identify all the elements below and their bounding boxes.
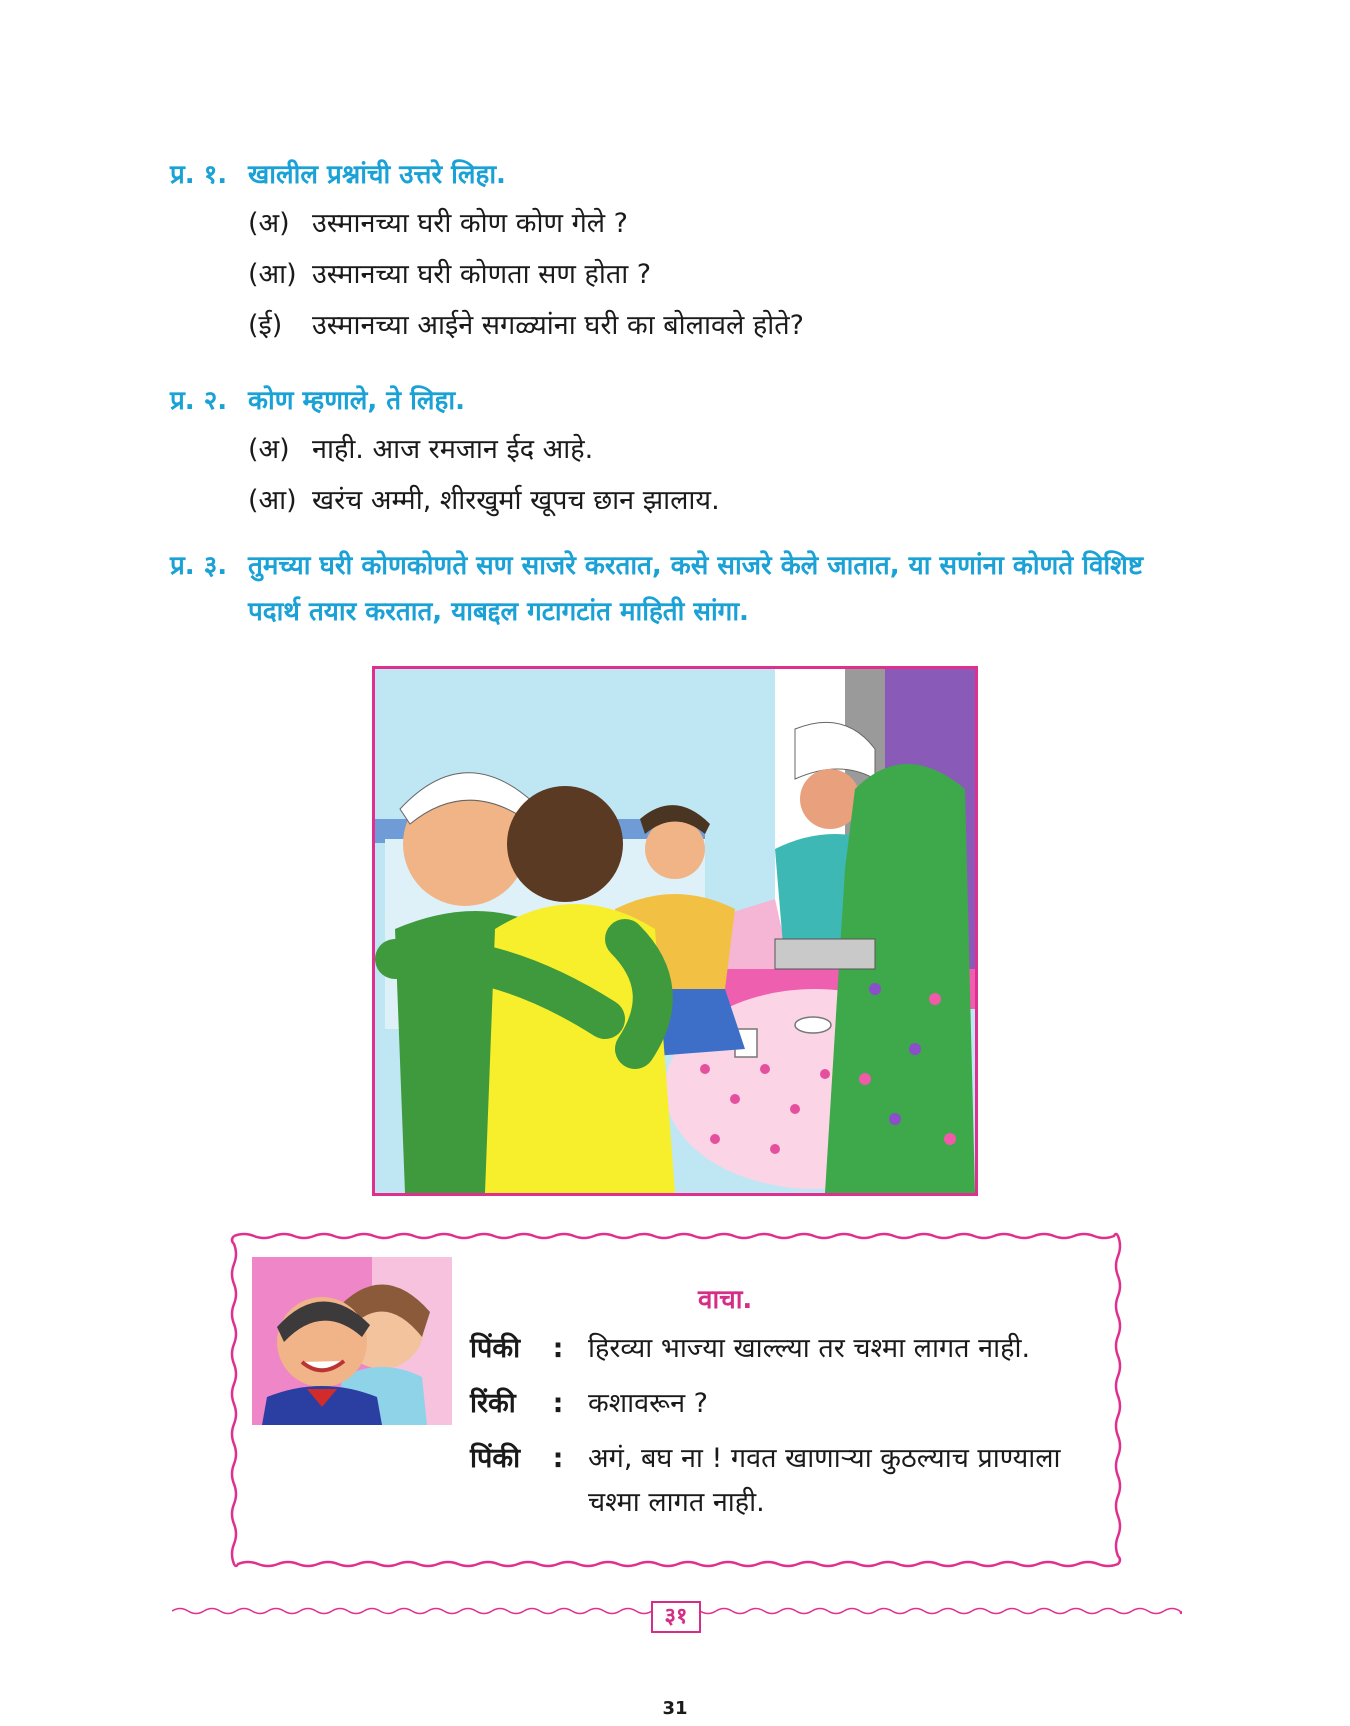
- dialog-text: हिरव्या भाज्या खाल्ल्या तर चश्मा लागत नाही.: [588, 1333, 1031, 1364]
- dialog-line: [470, 1327, 1110, 1371]
- item-mark: (ई): [248, 310, 283, 341]
- item-text: उस्मानच्या घरी कोण कोण गेले ?: [312, 208, 629, 239]
- item-mark: (आ): [248, 259, 297, 290]
- question-number: प्र. २.: [170, 386, 228, 416]
- question-number: प्र. ३.: [170, 551, 228, 581]
- read-title: वाचा.: [698, 1285, 753, 1315]
- eid-scene-drawing: [375, 669, 975, 1193]
- speaker-name: रिंकी: [470, 1388, 516, 1419]
- dialog-text: अगं, बघ ना ! गवत खाणाऱ्या कुठल्याच प्राण्याला चश्मा लागत नाही.: [588, 1443, 1061, 1518]
- item-mark: (अ): [248, 208, 290, 239]
- dialog-line: [470, 1382, 1110, 1426]
- item-text: उस्मानच्या घरी कोणता सण होता ?: [312, 259, 652, 290]
- question-title: तुमच्या घरी कोणकोणते सण साजरे करतात, कसे साजरे केले जातात, या सणांना कोणते विशिष्ट पदार्थ तयार करतात, याबद्दल गटागटांत माहिती सांगा.: [248, 551, 1144, 627]
- dialog: [470, 1327, 1110, 1536]
- question-1-heading: [170, 152, 1200, 198]
- question-item: [248, 475, 1200, 526]
- item-text: नाही. आज रमजान ईद आहे.: [312, 434, 594, 465]
- colon: :: [552, 1333, 564, 1364]
- question-2-heading: [170, 378, 1200, 424]
- item-mark: (आ): [248, 485, 297, 516]
- kids-drawing: [252, 1257, 452, 1425]
- question-2: [170, 378, 1200, 526]
- item-mark: (अ): [248, 434, 290, 465]
- question-3-heading: [170, 543, 1200, 635]
- item-text: खरंच अम्मी, शीरखुर्मा खूपच छान झालाय.: [312, 485, 720, 516]
- question-number: प्र. १.: [170, 160, 228, 190]
- colon: :: [552, 1388, 564, 1419]
- page-label-box: ३१: [651, 1601, 701, 1633]
- speaker-name: पिंकी: [470, 1333, 521, 1364]
- question-title: खालील प्रश्नांची उत्तरे लिहा.: [248, 160, 506, 190]
- dialog-line: [470, 1437, 1110, 1525]
- eid-illustration: [372, 666, 978, 1196]
- dialog-text: कशावरून ?: [588, 1388, 708, 1419]
- question-item: [248, 300, 1200, 351]
- read-box: [228, 1230, 1124, 1570]
- question-1: [170, 152, 1200, 351]
- question-item: [248, 198, 1200, 249]
- page-number: 31: [662, 1698, 688, 1719]
- colon: :: [552, 1443, 564, 1474]
- question-3: [170, 543, 1200, 635]
- question-title: कोण म्हणाले, ते लिहा.: [248, 386, 465, 416]
- kids-picture: [252, 1257, 452, 1425]
- question-item: [248, 249, 1200, 300]
- item-text: उस्मानच्या आईने सगळ्यांना घरी का बोलावले होते?: [312, 310, 804, 341]
- question-item: [248, 424, 1200, 475]
- speaker-name: पिंकी: [470, 1443, 521, 1474]
